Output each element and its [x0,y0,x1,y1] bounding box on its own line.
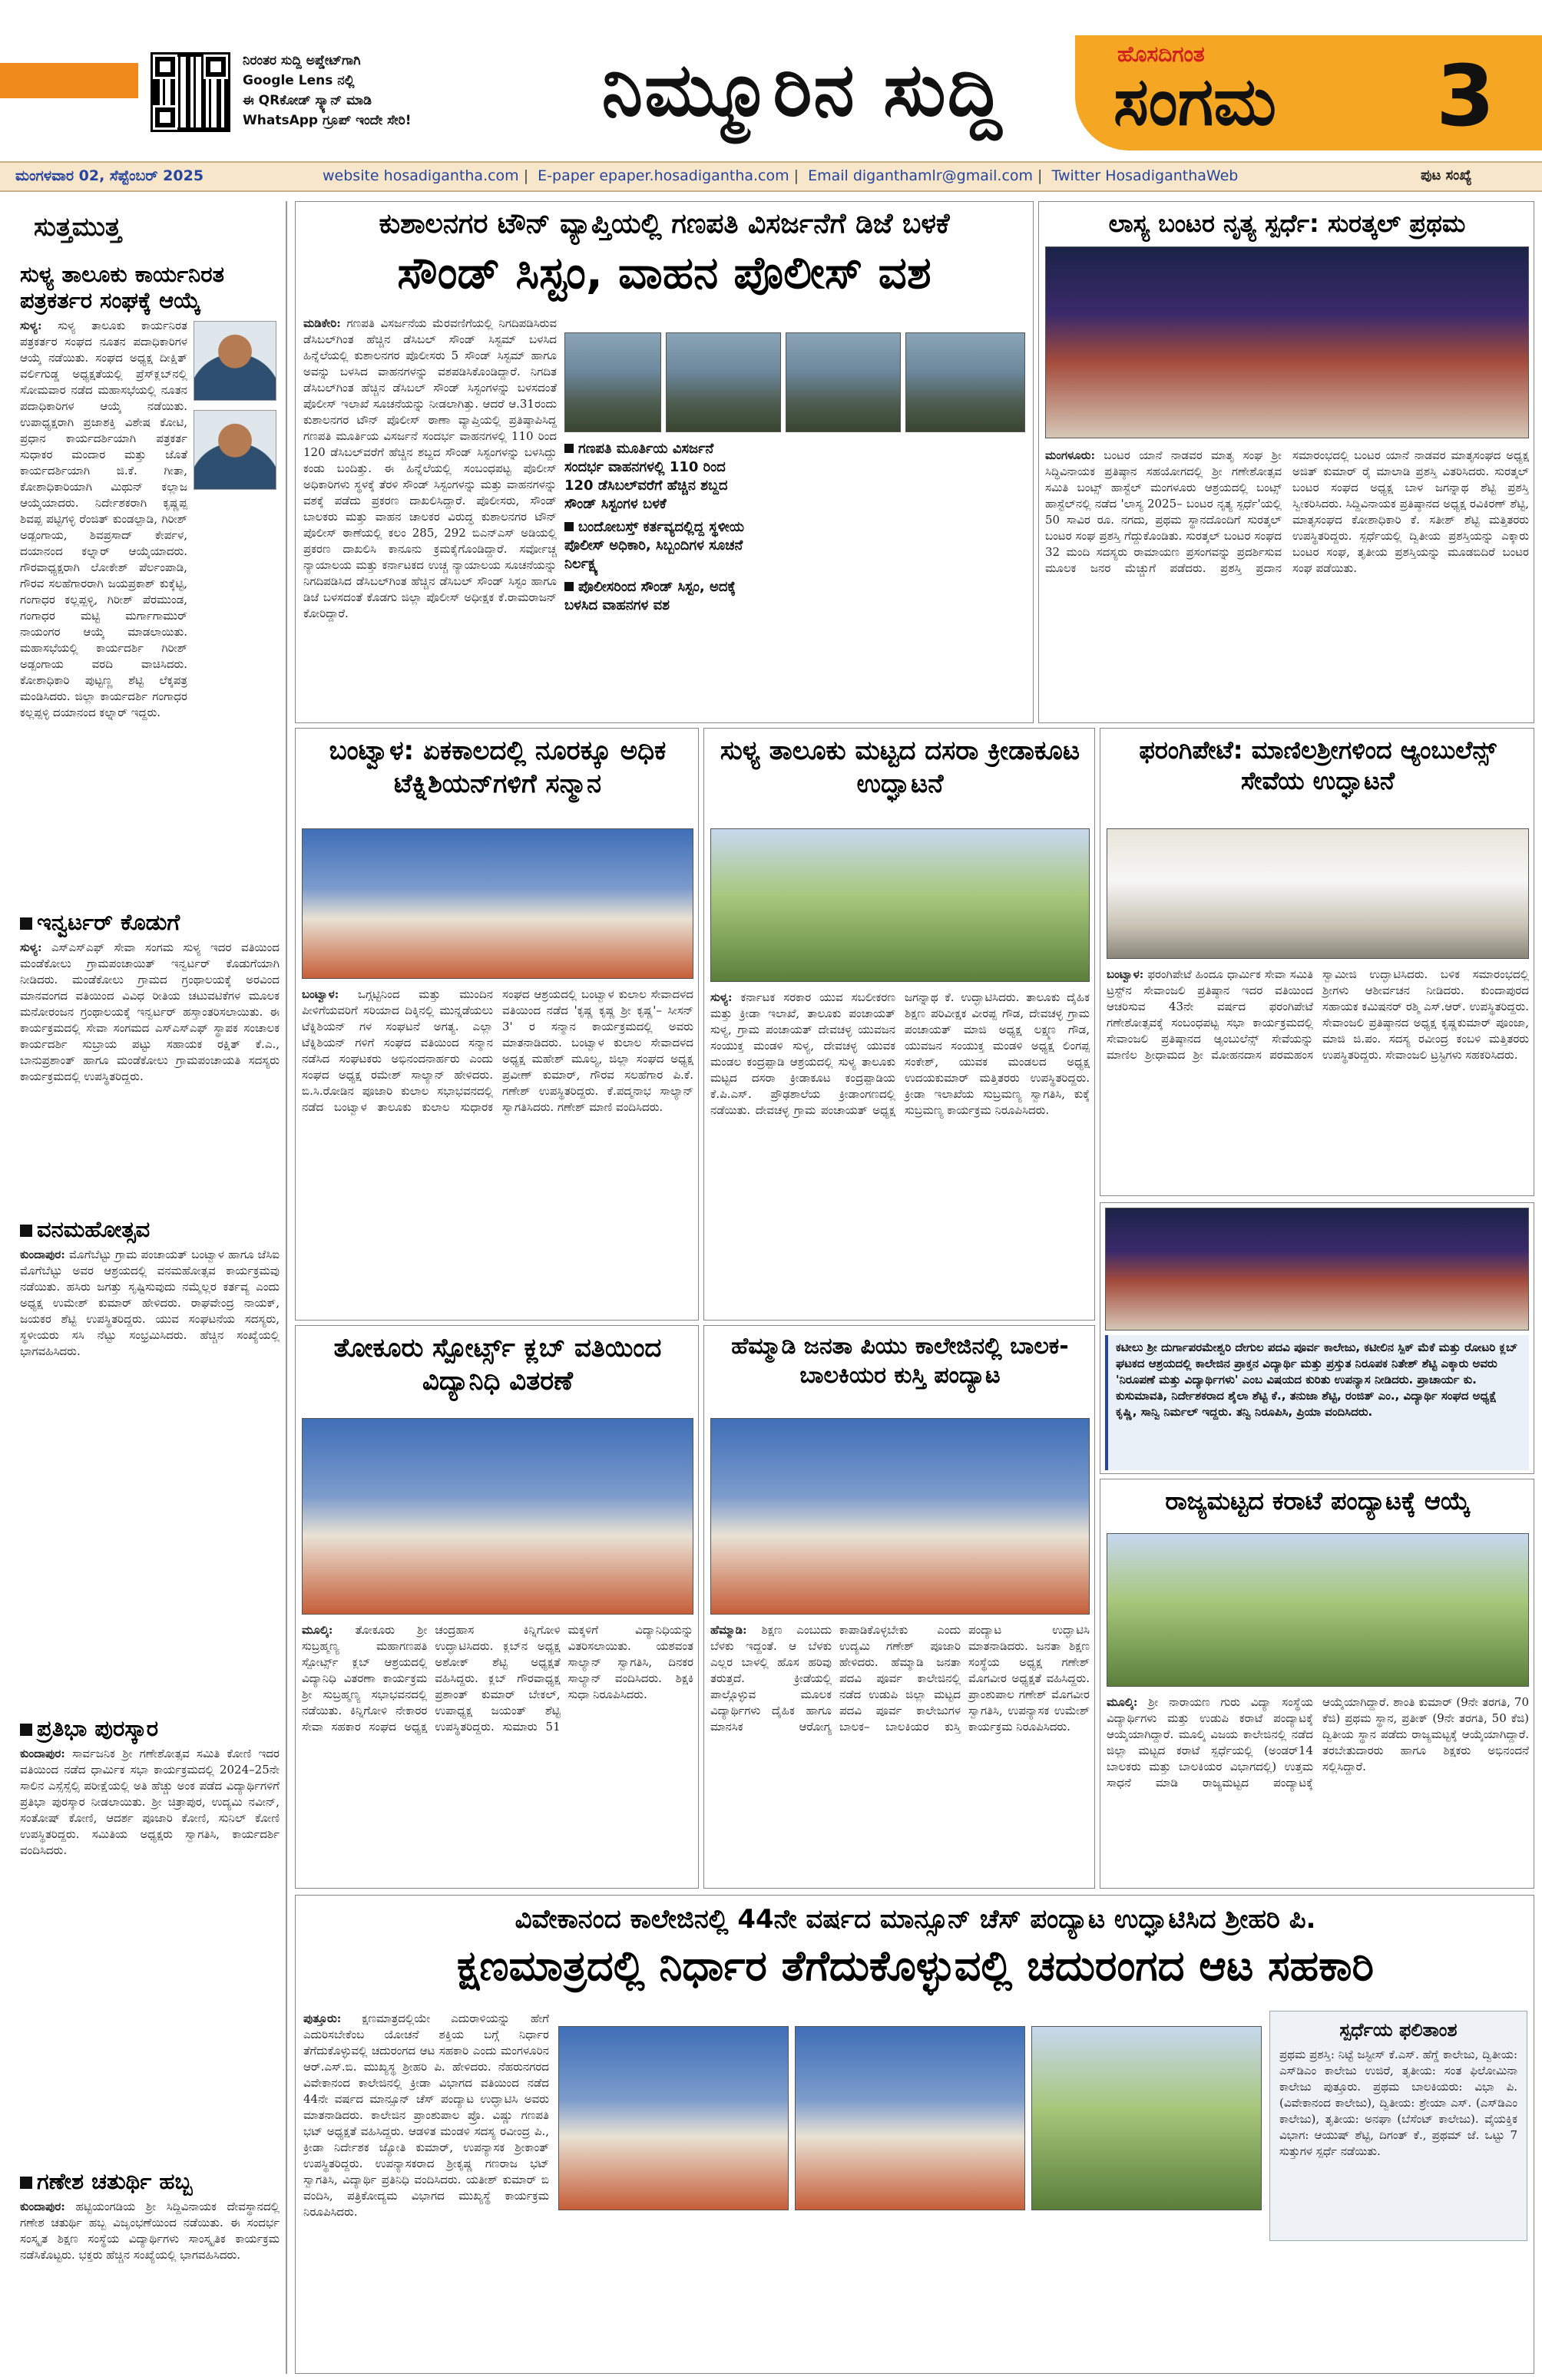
news-photo [558,2026,789,2210]
story-body: ಪುತ್ತೂರು: ಕ್ಷಣಮಾತ್ರದಲ್ಲಿಯೇ ಎದುರಾಳಿಯನ್ನು ಹೇಗೆ ಎದುರಿಸಬೇಕೆಂಬ ಯೋಚನೆ ಶಕ್ತಿಯ ಬಗ್ಗೆ ನಿರ್ಧಾರ ತೆಗೆದುಕೊಳ್ಳುವಲ್ಲಿ ಚದುರಂಗದ ಆಟ ಸಹಕಾರಿ ಎಂದು ಮಂಗಳೂರಿನ ಆರ್.ಎಸ್.ಬಿ. ಮುಖ್ಯಸ್ಥ ಶ್ರೀಹರಿ ಪಿ. ಹೇಳಿದರು. ನೆಹರುನಗರದ ವಿವೇಕಾನಂದ ಕಾಲೇಜಿನಲ್ಲಿ ಕ್ರೀಡಾ ವಿಭಾಗದ ವತಿಯಿಂದ ನಡೆದ 44ನೇ ವರ್ಷದ ಮಾನ್ಸೂನ್ ಚೆಸ್ ಪಂದ್ಯಾಟ ಉದ್ಘಾಟಿಸಿ ಅವರು ಮಾತನಾಡಿದರು. ಕಾಲೇಜಿನ ಪ್ರಾಂಶುಪಾಲ ಪ್ರೊ. ವಿಷ್ಣು ಗಣಪತಿ ಭಟ್ ಅಧ್ಯಕ್ಷತೆ ವಹಿಸಿದ್ದರು. ಆಡಳಿತ ಮಂಡಳಿ ಸದಸ್ಯ ರವೀಂದ್ರ ಪಿ., ಕ್ರೀಡಾ ನಿರ್ದೇಶಕ ಜ್ಯೋತಿ ಕುಮಾರ್, ಉಪನ್ಯಾಸಕ ಶ್ರೀಕಾಂತ್ ಉಪಸ್ಥಿತರಿದ್ದರು. ಉಪನ್ಯಾಸಕರಾದ ಶ್ರೀಕೃಷ್ಣ ಗಣರಾಜ ಭಟ್ ಸ್ವಾಗತಿಸಿ, ವಿದ್ಯಾರ್ಥಿ ಪ್ರತಿನಿಧಿ ವಂದಿಸಿದರು. ಯತೀಶ್ ಕುಮಾರ್ ಬಿ ವಂದಿಸಿ, ಪತ್ರಿಕೋದ್ಯಮ ವಿಭಾಗದ ಮುಖ್ಯಸ್ಥೆ ಕಾರ್ಯಕ್ರಮ ನಿರೂಪಿಸಿದರು. [303,2011,549,2219]
story-headline: ಲಾಸ್ಯ ಬಂಟರ ನೃತ್ಯ ಸ್ಪರ್ಧೆ: ಸುರತ್ಕಲ್ ಪ್ರಥಮ [1108,209,1466,238]
story-body: ಮೂಲ್ಕಿ: ಶ್ರೀ ನಾರಾಯಣ ಗುರು ವಿದ್ಯಾ ಸಂಸ್ಥೆಯ ವಿದ್ಯಾರ್ಥಿಗಳು ಮತ್ತು ಉಡುಪಿ ಕರಾಟೆ ಪಂದ್ಯಾಟಕ್ಕೆ ಆಯ್ಕೆಯಾಗಿದ್ದಾರೆ. ಮೂಲ್ಕಿ ವಿಜಯ ಕಾಲೇಜಿನಲ್ಲಿ ನಡೆದ ಜಿಲ್ಲಾ ಮಟ್ಟದ ಕರಾಟೆ ಸ್ಪರ್ಧೆಯಲ್ಲಿ (ಅಂಡರ್14 ಬಾಲಕರು ಮತ್ತು ಬಾಲಕಿಯರ ವಿಭಾಗದಲ್ಲಿ) ಉತ್ತಮ ಸಾಧನೆ ಮಾಡಿ ರಾಜ್ಯಮಟ್ಟದ ಪಂದ್ಯಾಟಕ್ಕೆ ಆಯ್ಕೆಯಾಗಿದ್ದಾರೆ. ಶಾಂತಿ ಕುಮಾರ್ (9ನೇ ತರಗತಿ, 70 ಕೆಜಿ) ಪ್ರಥಮ ಸ್ಥಾನ, ಪ್ರತೀಕ್ (9ನೇ ತರಗತಿ, 50 ಕೆಜಿ) ದ್ವಿತೀಯ ಸ್ಥಾನ ಪಡೆದು ರಾಜ್ಯಮಟ್ಟಕ್ಕೆ ಆಯ್ಕೆಯಾಗಿದ್ದಾರೆ. ತರಬೇತುದಾರರು ಹಾಗೂ ಶಿಕ್ಷಕರು ಅಭಿನಂದನೆ ಸಲ್ಲಿಸಿದ್ದಾರೆ. [1107,1695,1529,1790]
story-headline: ಬಂಟ್ವಾಳ: ಏಕಕಾಲದಲ್ಲಿ ನೂರಕ್ಕೂ ಅಧಿಕ ಟೆಕ್ನಿಶಿಯನ್‌ಗಳಿಗೆ ಸನ್ಮಾನ [329,735,667,799]
email-link[interactable]: Email diganthamlr@gmail.com [808,167,1034,184]
story-body: ಮಡಿಕೇರಿ: ಗಣಪತಿ ವಿಸರ್ಜನೆಯ ಮೆರವಣಿಗೆಯಲ್ಲಿ ನಿಗದಿಪಡಿಸಿರುವ ಡೆಸಿಬಲ್‌ಗಿಂತ ಹೆಚ್ಚಿನ ಡೆಸಿಬಲ್ ಸೌಂಡ್ ಸಿಸ್ಟಮ್ ಬಳಸಿದ ಹಿನ್ನೆಲೆಯಲ್ಲಿ ಕುಶಾಲನಗರ ಪೊಲೀಸರು 5 ಸೌಂಡ್ ಸಿಸ್ಟಮ್ ಹಾಗೂ ಅವನ್ನು ಬಳಸಿದ ವಾಹನಗಳನ್ನು ವಶಪಡಿಸಿಕೊಂಡಿದ್ದಾರೆ. ನಿಗದಿತ ಡೆಸಿಬಲ್‌ಗಿಂತ ಹೆಚ್ಚಿನ ಡೆಸಿಬಲ್ ಸೌಂಡ್ ಸಿಸ್ಟಂಗಳನ್ನು ಬಳಸದಂತೆ ಪೊಲೀಸ್ ಇಲಾಖೆ ಸೂಚನೆಯನ್ನು ನೀಡಲಾಗಿತ್ತು. ಆದರೆ ಆ.31ರಂದು ಕುಶಾಲನಗರ ಟೌನ್ ಪೊಲೀಸ್ ಠಾಣಾ ವ್ಯಾಪ್ತಿಯಲ್ಲಿ ಪ್ರತಿಷ್ಠಾಪಿಸಿದ್ದ ಗಣಪತಿ ಮೂರ್ತಿಯ ವಿಸರ್ಜನೆ ಸಂದರ್ಭ ವಾಹನಗಳಲ್ಲಿ 110 ರಿಂದ 120 ಡೆಸಿಬಲ್‌ವರೆಗೆ ಹೆಚ್ಚಿನ ಶಬ್ದದ ಸೌಂಡ್ ಸಿಸ್ಟಂಗಳನ್ನು ಬಳಸಿದ್ದು ಕಂಡು ಬಂದಿತ್ತು. ಈ ಹಿನ್ನೆಲೆಯಲ್ಲಿ ಸಂಬಂಧಪಟ್ಟ ಪೊಲೀಸ್ ಅಧಿಕಾರಿಗಳು ಸ್ಥಳಕ್ಕೆ ತೆರಳಿ ಸೌಂಡ್ ಸಿಸ್ಟಂಗಳನ್ನು ಮತ್ತು ವಾಹನಗಳನ್ನು ವಶಕ್ಕೆ ಪಡೆದು ಪ್ರಕರಣ ದಾಖಲಿಸಿದ್ದಾರೆ. ಪೊಲೀಸರು, ಸೌಂಡ್ ಬಾಲಕರು ಮತ್ತು ವಾಹನ ಚಾಲಕರ ವಿರುದ್ಧ ಕುಶಾಲನಗರ ಟೌನ್ ಪೊಲೀಸ್ ಠಾಣೆಯಲ್ಲಿ ಕಲಂ 285, 292 ಬಿಎನ್‌ಎಸ್ ಅಡಿಯಲ್ಲಿ ಪ್ರಕರಣ ದಾಖಲಿಸಿ ಕಾನೂನು ಕ್ರಮಕೈಗೊಂಡಿದ್ದಾರೆ. ಸರ್ವೋಚ್ಚ ನ್ಯಾಯಾಲಯ ಮತ್ತು ಕರ್ನಾಟಕದ ಉಚ್ಚ ನ್ಯಾಯಾಲಯ ಸೂಚನೆಯನ್ನು ನಿಗದಿಪಡಿಸಿದ ಡೆಸಿಬಲ್‌ಗಿಂತ ಹೆಚ್ಚಿನ ಡೆಸಿಬಲ್ ಸೌಂಡ್ ಸಿಸ್ಟಂ ಹಾಗೂ ಡಿಜೆ ಬಳಸದಂತೆ ಕೊಡಗು ಜಿಲ್ಲಾ ಪೊಲೀಸ್ ಅಧೀಕ್ಷಕ ಕೆ.ರಾಮರಾಜನ್ ಕೋರಿದ್ದಾರೆ. [303,316,557,620]
story-body: ಸುಳ್ಯ: ಕರ್ನಾಟಕ ಸರಕಾರ ಯುವ ಸಬಲೀಕರಣ ಮತ್ತು ಕ್ರೀಡಾ ಇಲಾಖೆ, ತಾಲೂಕು ಪಂಚಾಯತ್ ಸುಳ್ಯ, ಗ್ರಾಮ ಪಂಚಾಯತ್ ದೇವಚಳ್ಳ ಯುವಜನ ಸಂಯುಕ್ತ ಮಂಡಳಿ ಸುಳ್ಯ, ದೇವಚಳ್ಳ ಯುವಕ ಮಂಡಲ ಕಂದ್ರಪ್ಪಾಡಿ ಆಶ್ರಯದಲ್ಲಿ ಸುಳ್ಯ ತಾಲೂಕು ಮಟ್ಟದ ದಸರಾ ಕ್ರೀಡಾಕೂಟ ಕಂದ್ರಪ್ಪಾಡಿಯ ಕೆ.ಪಿ.ಎಸ್. ಪ್ರೌಢಶಾಲೆಯ ಕ್ರೀಡಾಂಗಣದಲ್ಲಿ ನಡೆಯಿತು. ದೇವಚಳ್ಳ ಗ್ರಾಮ ಪಂಚಾಯತ್ ಅಧ್ಯಕ್ಷ ಜಗನ್ನಾಥ ಕೆ. ಉದ್ಘಾಟಿಸಿದರು. ತಾಲೂಕು ದೈಹಿಕ ಶಿಕ್ಷಣ ಪರಿವೀಕ್ಷಕ ವೀರಪ್ಪ ಗೌಡ, ದೇವಚಳ್ಳ ಗ್ರಾಮ ಪಂಚಾಯತ್ ಮಾಜಿ ಅಧ್ಯಕ್ಷ ಲಕ್ಷ್ಮಣ ಗೌಡ, ಯುವಜನ ಸಂಯುಕ್ತ ಮಂಡಳಿ ಅಧ್ಯಕ್ಷ ಲಿಂಗಪ್ಪ ಸಂಕೇಶ್, ಯುವಕ ಮಂಡಲದ ಅಧ್ಯಕ್ಷ ಉದಯಕುಮಾರ್ ಮತ್ತಿತರರು ಉಪಸ್ಥಿತರಿದ್ದರು. ಕ್ರೀಡಾ ಇಲಾಖೆಯ ಸುಬ್ರಮಣ್ಯ ಸ್ವಾಗತಿಸಿ, ಕುಕ್ಕೆ ಸುಬ್ರಮಣ್ಯ ಕಾರ್ಯಕ್ರಮ ನಿರೂಪಿಸಿದರು. [710,990,1090,1117]
story-body: ಬಂಟ್ವಾಳ: ಫರಂಗಿಪೇಟೆ ಹಿಂದೂ ಧಾರ್ಮಿಕ ಸೇವಾ ಸಮಿತಿ ಟ್ರಸ್ಟ್‌ನ ಸೇವಾಂಜಲಿ ಪ್ರತಿಷ್ಠಾನ ಇದರ ವತಿಯಿಂದ ಆಚರಿಸುವ 43ನೇ ವರ್ಷದ ಫರಂಗಿಪೇಟೆ ಗಣೇಶೋತ್ಸವಕ್ಕೆ ಸಂಬಂಧಪಟ್ಟ ಸಭಾ ಕಾರ್ಯಕ್ರಮದಲ್ಲಿ ಸೇವಾಂಜಲಿ ಪ್ರತಿಷ್ಠಾನದ ಆ್ಯಂಬುಲೆನ್ಸ್ ಸೇವೆಯನ್ನು ಮಾಣಿಲ ಶ್ರೀಧಾಮದ ಶ್ರೀ ಮೋಹನದಾಸ ಪರಮಹಂಸ ಸ್ವಾಮೀಜಿ ಉದ್ಘಾಟಿಸಿದರು. ಬಳಿಕ ಸಮಾರಂಭದಲ್ಲಿ ಶ್ರೀಗಳು ಆಶೀರ್ವಚನ ನೀಡಿದರು. ಕುಂದಾಪುರದ ಸಹಾಯಕ ಕಮಿಷನರ್ ರಶ್ಮಿ ಎಸ್.ಆರ್. ಉಪಸ್ಥಿತರಿದ್ದರು. ಸೇವಾಂಜಲಿ ಪ್ರತಿಷ್ಠಾನದ ಅಧ್ಯಕ್ಷ ಕೃಷ್ಣಕುಮಾರ್ ಪೂಂಜಾ, ಮಾಜಿ ಜಿ.ಪಂ. ಸದಸ್ಯ ರವೀಂದ್ರ ಕಂಬಳಿ ಮತ್ತಿತರರು ಉಪಸ್ಥಿತರಿದ್ದರು. ಸೇವಾಂಜಲಿ ಟ್ರಸ್ಟಿಗಳು ಸಹಕರಿಸಿದರು. [1107,967,1529,1062]
results-box [1269,2011,1527,2241]
news-photo [1107,1533,1529,1687]
story-lasya [1038,201,1534,723]
news-photo [666,332,781,432]
page-number: 3 [1436,47,1495,145]
news-photo [795,2026,1025,2210]
masthead-accent-bar [0,63,138,98]
news-photo [564,332,661,432]
story-headline: ಹೆಮ್ಮಾಡಿ ಜನತಾ ಪಿಯು ಕಾಲೇಜಿನಲ್ಲಿ ಬಾಲಕ- ಬಾಲಕಿಯರ ಕುಸ್ತಿ ಪಂದ್ಯಾಟ [731,1333,1069,1389]
story-headline: ಫರಂಗಿಪೇಟೆ: ಮಾಣಿಲಶ್ರೀಗಳಿಂದ ಆ್ಯಂಬುಲೆನ್ಸ್ ಸೇವೆಯ ಉದ್ಘಾಟನೆ [1139,735,1497,795]
story-headline: ಸೌಂಡ್ ಸಿಸ್ಟಂ, ವಾಹನ ಪೊಲೀಸ್ ವಶ [397,246,931,299]
story-headline: ಕ್ಷಣಮಾತ್ರದಲ್ಲಿ ನಿರ್ಧಾರ ತೆಗೆದುಕೊಳ್ಳುವಲ್ಲಿ ಚದುರಂಗದ ಆಟ ಸಹಕಾರಿ [457,1942,1374,1990]
story-hemmadi [703,1325,1095,1889]
photo-caption: ಕಟೀಲು ಶ್ರೀ ದುರ್ಗಾಪರಮೇಶ್ವರಿ ದೇಗುಲ ಪದವಿ ಪೂರ್ವ ಕಾಲೇಜು, ಕಟೀಲಿನ ಸ್ಪಿಕ್ ಮೆಕೆ ಮತ್ತು ರೋಟರಿ ಕ್ಲಬ್ ಘಟಕದ ಆಶ್ರಯದಲ್ಲಿ ಕಾಲೇಜಿನ ಪ್ರಾಕ್ತನ ವಿದ್ಯಾರ್ಥಿ ಮತ್ತು ಪ್ರಸ್ತುತ ನಿರೂಪಕ ನಿತೇಶ್ ಶೆಟ್ಟಿ ಎಕ್ಕಾರು ಅವರು 'ನಿರೂಪಣೆ ಮತ್ತು ವಿದ್ಯಾರ್ಥಿಗಳು' ಎಂಬ ವಿಷಯದ ಕುರಿತು ಉಪನ್ಯಾಸ ನೀಡಿದರು. ಪ್ರಾಚಾರ್ಯ ಕು. ಕುಸುಮಾವತಿ, ನಿರ್ದೇಶಕರಾದ ಶೈಲಾ ಶೆಟ್ಟಿ ಕೆ., ತನುಜಾ ಶೆಟ್ಟಿ, ರಂಜಿತ್ ಎಂ., ವಿದ್ಯಾರ್ಥಿ ಸಂಘದ ಅಧ್ಯಕ್ಷೆ ಕೃಷ್ಣಿ, ಸಾನ್ವಿ ನಿರ್ಮಲ್ ಇದ್ದರು. ತನ್ವಿ ನಿರೂಪಿಸಿ, ಪ್ರಿಯಾ ವಂದಿಸಿದರು. [1105,1335,1529,1470]
masthead-title: ನಿಮ್ಮೂರಿನ ಸುದ್ದಿ [601,47,1004,133]
story-chess [295,1895,1534,2374]
section-brand: ಸುತ್ತಮುತ್ತ [34,212,121,243]
story-body-vanamahotsava: ಕುಂದಾಪುರ: ಮೊಗೆಬೆಟ್ಟು ಗ್ರಾಮ ಪಂಚಾಯತ್ ಬಂಟ್ವಾಳ ಹಾಗೂ ಜೆಸಿಐ ಮೊಗೆಬೆಟ್ಟು ಅವರ ಆಶ್ರಯದಲ್ಲಿ ವನಮಹೋತ್ಸವ ಕಾರ್ಯಕ್ರಮವು ನಡೆಯಿತು. ಹಸಿರು ಜಗತ್ತು ಸೃಷ್ಟಿಸುವುದು ನಮ್ಮೆಲ್ಲರ ಕರ್ತವ್ಯ ಎಂದು ಅಧ್ಯಕ್ಷ ಉಮೇಶ್ ಕುಮಾರ್ ಹೇಳಿದರು. ರಾಘವೇಂದ್ರ ನಾಯಕ್, ಜಯಕರ ಶೆಟ್ಟಿ ಉಪಸ್ಥಿತರಿದ್ದರು. ಯುವ ಸಂಘಟನೆಯ ಸದಸ್ಯರು, ಸ್ಥಳೀಯರು ಸಸಿ ನೆಟ್ಟು ಸಂಭ್ರಮಿಸಿದರು. ಹೆಚ್ಚಿನ ಸಂಖ್ಯೆಯಲ್ಲಿ ಭಾಗವಹಿಸಿದರು. [20,1248,280,1358]
story-title-vanamahotsava: ವನಮಹೋತ್ಸವ [20,1216,280,1242]
story-title-inverter: ಇನ್ವರ್ಟರ್ ಕೊಡುಗೆ [20,909,280,935]
epaper-link[interactable]: E-paper epaper.hosadigantha.com [538,167,789,184]
news-photo [905,332,1025,432]
portrait-photo [194,410,276,490]
story-bantwal [295,728,699,1321]
story-highlights [564,440,749,620]
story-body-inverter: ಸುಳ್ಯ: ಎಸ್‌ಎಸ್‌ಎಫ್ ಸೇವಾ ಸಂಗಮ ಸುಳ್ಯ ಇದರ ವತಿಯಿಂದ ಮಂಡೆಕೋಲು ಗ್ರಾಮಪಂಚಾಯಿತ್ ಇನ್ವರ್ಟರ್ ಕೊಡುಗೆಯಾಗಿ ನೀಡಿದರು. ಮಂಡೆಕೋಲು ಗ್ರಾಮದ ಗ್ರಂಥಾಲಯಕ್ಕೆ ಅರವಿಂದ ಮಾನವಂಗದ ವತಿಯಿಂದ ವಿವಿಧ ರೀತಿಯ ಚಟುವಟಿಕೆಗಳ ಮೂಲಕ ಮನೋರಂಜನ ಗ್ರಂಥಾಲಯಕ್ಕೆ ಇನ್ವರ್ಟರ್ ಹಸ್ತಾಂತರಿಸಲಾಯಿತು. ಈ ಕಾರ್ಯಕ್ರಮದಲ್ಲಿ ಸೇವಾ ಸಂಗಮದ ಎಸ್‌ಎಸ್‌ಎಫ್ ಸ್ಥಾಪಕ ಸಂಚಾಲಕ ಕಾರ್ಯದರ್ಶಿ ಸುಬ್ರಾಯ ಪಟ್ಟು ಸಹಾಯಕ ರಕ್ಷಿತ್ ಕೆ.ಎ., ಬಾನುಪ್ರಶಾಂತ್ ಹಾಗೂ ಮಂಡೆಕೋಲು ಗ್ರಾಮಪಂಚಾಯತಿ ಸದಸ್ಯರು ಕಾರ್ಯಕ್ರಮದಲ್ಲಿ ಉಪಸ್ಥಿತರಿದ್ದರು. [20,940,280,1083]
story-kicker: ವಿವೇಕಾನಂದ ಕಾಲೇಜಿನಲ್ಲಿ 44ನೇ ವರ್ಷದ ಮಾನ್ಸೂನ್ ಚೆಸ್ ಪಂದ್ಯಾಟ ಉದ್ಘಾಟಿಸಿದ ಶ್ರೀಹರಿ ಪಿ. [515,1904,1316,1935]
story-kushalanagar [295,201,1034,723]
story-title-pratibha: ಪ್ರತಿಭಾ ಪುರಸ್ಕಾರ [20,1715,280,1741]
page-label: ಪುಟ ಸಂಖ್ಯೆ [1421,167,1472,183]
bullet-icon [20,1225,32,1237]
left-column-content [20,253,280,2380]
story-farangipete [1100,728,1534,1196]
story-headline: ರಾಜ್ಯಮಟ್ಟದ ಕರಾಟೆ ಪಂದ್ಯಾಟಕ್ಕೆ ಆಯ್ಕೆ [1165,1486,1471,1516]
website-link[interactable]: website hosadigantha.com [323,167,519,184]
story-kicker: ಕುಶಾಲನಗರ ಟೌನ್ ವ್ಯಾಪ್ತಿಯಲ್ಲಿ ಗಣಪತಿ ವಿಸರ್ಜನೆಗೆ ಡಿಜೆ ಬಳಕೆ [379,208,950,240]
story-tokur [295,1325,699,1889]
highlight: ಗಣಪತಿ ಮೂರ್ತಿಯ ವಿಸರ್ಜನೆ ಸಂದರ್ಭ ವಾಹನಗಳಲ್ಲಿ 110 ರಿಂದ 120 ಡೆಸಿಬಲ್‌ವರೆಗೆ ಹೆಚ್ಚಿನ ಶಬ್ದದ ಸೌಂಡ್ ಸಿಸ್ಟಂಗಳ ಬಳಕೆ [564,441,728,512]
qr-instructions: ನಿರಂತರ ಸುದ್ದಿ ಅಪ್ಡೇಟ್‌ಗಾಗಿ Google Lens ನಲ್ಲಿ ಈ QRಕೋಡ್ ಸ್ಕ್ಯಾನ್ ಮಾಡಿ WhatsApp ಗ್ರೂಪ್ ಇಂದೇ ಸೇರಿ! [243,53,412,128]
story-body: ಹೆಮ್ಮಾಡಿ: ಶಿಕ್ಷಣ ಎಂಬುದು ಬೆಳಕು ಇದ್ದಂತೆ. ಆ ಬೆಳಕು ಎಲ್ಲರ ಬಾಳಲ್ಲಿ ಹೊಸ ಹರಿವು ತರುತ್ತದೆ. ಕ್ರೀಡೆಯಲ್ಲಿ ಪಾಲ್ಗೊಳ್ಳುವ ಮೂಲಕ ವಿದ್ಯಾರ್ಥಿಗಳು ದೈಹಿಕ ಹಾಗೂ ಮಾನಸಿಕ ಆರೋಗ್ಯ ಕಾಪಾಡಿಕೊಳ್ಳಬೇಕು ಎಂದು ಉದ್ಯಮಿ ಗಣೇಶ್ ಪೂಜಾರಿ ಹೇಳಿದರು. ಹೆಮ್ಮಾಡಿ ಜನತಾ ಪದವಿ ಪೂರ್ವ ಕಾಲೇಜಿನಲ್ಲಿ ನಡೆದ ಉಡುಪಿ ಜಿಲ್ಲಾ ಮಟ್ಟದ ಪದವಿ ಪೂರ್ವ ಕಾಲೇಜುಗಳ ಬಾಲಕ– ಬಾಲಕಿಯರ ಕುಸ್ತಿ ಪಂದ್ಯಾಟ ಉದ್ಘಾಟಿಸಿ ಮಾತನಾಡಿದರು. ಜನತಾ ಶಿಕ್ಷಣ ಸಂಸ್ಥೆಯ ಅಧ್ಯಕ್ಷ ಗಣೇಶ್ ಮೊಗವೀರ ಅಧ್ಯಕ್ಷತೆ ವಹಿಸಿದ್ದರು. ಪ್ರಾಂಶುಪಾಲ ಗಣೇಶ್ ಮೊಗವೀರ ಸ್ವಾಗತಿಸಿ, ಉಪನ್ಯಾಸಕ ಉಮೇಶ್ ಕಾರ್ಯಕ್ರಮ ನಿರೂಪಿಸಿದರು. [710,1623,1090,1734]
supplement-title: ಸಂಗಮ [1113,64,1277,140]
news-photo [710,828,1090,982]
story-sullia [703,728,1095,1321]
results-title: ಸ್ಪರ್ಧೆಯ ಫಲಿತಾಂಶ [1339,2019,1458,2041]
news-photo [1107,828,1529,959]
bullet-icon [20,2177,32,2189]
issue-date: ಮಂಗಳವಾರ 02, ಸೆಪ್ಟೆಂಬರ್ 2025 [15,167,204,184]
news-photo [1105,1208,1529,1330]
story-body-journalists: ಸುಳ್ಯ: ಸುಳ್ಯ ತಾಲೂಕು ಕಾರ್ಯನಿರತ ಪತ್ರಕರ್ತರ ಸಂಘದ ನೂತನ ಪದಾಧಿಕಾರಿಗಳ ಆಯ್ಕೆ ನಡೆಯಿತು. ಸಂಘದ ಅಧ್ಯಕ್ಷ ದೀಕ್ಷಿತ್ ವರ್ಲಿಗುಡ್ಡ ಅಧ್ಯಕ್ಷತೆಯಲ್ಲಿ ಪ್ರೆಸ್‌ಕ್ಲಬ್‌ನಲ್ಲಿ ಸೋಮವಾರ ನಡೆದ ಮಹಾಸಭೆಯಲ್ಲಿ ನೂತನ ಪದಾಧಿಕಾರಿಗಳ ಆಯ್ಕೆ ನಡೆಯಿತು. ಉಪಾಧ್ಯಕ್ಷರಾಗಿ ಪ್ರಜಾಶಕ್ತಿ ವಿಶೇಷ ಕೋಟಿ, ಪ್ರಧಾನ ಕಾರ್ಯದರ್ಶಿಯಾಗಿ ಪತ್ರಕರ್ತ ಸುಧಾಕರ ಮಂದಾರ ಮತ್ತು ಜೊತೆ ಕಾರ್ಯದರ್ಶಿಯಾಗಿ ಜಿ.ಕೆ. ಗೀತಾ, ಕೋಶಾಧಿಕಾರಿಯಾಗಿ ಮಿಥುನ್ ಕಲ್ಲಾಜ ಆಯ್ಕೆಯಾದರು. ನಿರ್ದೇಶಕರಾಗಿ ಕೃಷ್ಣಪ್ಪ ಶಿವಪ್ಪ ಪಟ್ಟಿಗಳ್ಳಿ ರೆಂಜಿತ್ ಕುಂಡಲ್ಪಾಡಿ, ಗಿರೀಶ್ ಅಡ್ಪಂಗಾಯ, ಶಿವಪ್ರಸಾದ್ ಕೇರ್ಪಳ, ದಯಾನಂದ ಕಲ್ನಾರ್ ಆಯ್ಕೆಯಾದರು. ಗೌರವಾಧ್ಯಕ್ಷರಾಗಿ ಲೋಕೇಶ್ ಪೆರ್ಲಂಪಾಡಿ, ಗೌರವ ಸಲಹೆಗಾರರಾಗಿ ಜಯಪ್ರಕಾಶ್ ಕುಕ್ಕೆಟ್ಟಿ, ಗಂಗಾಧರ ಕಲ್ಲಪ್ಪಳ್ಳಿ, ಗಿರೀಶ್ ಪೆರಮುಂಡ, ಗಂಗಾಧರ ಮಟ್ಟಿ ಮರ್ಗಾಗಾಮುರ್ ನಾಯಂಗರ ಆಯ್ಕೆ ಮಾಡಲಾಯಿತು. ಮಹಾಸಭೆಯಲ್ಲಿ ಕಾರ್ಯದರ್ಶಿ ಗಿರೀಶ್ ಅಡ್ಪಂಗಾಯ ವರದಿ ವಾಚಿಸಿದರು. ಕೋಶಾಧಿಕಾರಿ ಪುಟ್ಟಣ್ಣ ಶೆಟ್ಟಿ ಲೆಕ್ಕಪತ್ರ ಮಂಡಿಸಿದರು. ಜಿಲ್ಲಾ ಕಾರ್ಯದರ್ಶಿ ಗಂಗಾಧರ ಕಲ್ಲಪ್ಪಳ್ಳಿ ದಯಾನಂದ ಕಲ್ನಾರ್ ಇದ್ದರು. [20,319,187,719]
news-photo [1045,246,1529,438]
news-photo [786,332,901,432]
story-body: ಮಂಗಳೂರು: ಬಂಟರ ಯಾನೆ ನಾಡವರ ಮಾತೃ ಸಂಘ ಶ್ರೀ ಸಿದ್ಧಿವಿನಾಯಕ ಪ್ರತಿಷ್ಠಾನ ಸಹಯೋಗದಲ್ಲಿ ಶ್ರೀ ಗಣೇಶೋತ್ಸವ ಸಮಿತಿ ಬಂಟ್ಸ್ ಹಾಸ್ಟೆಲ್ ಮಂಗಳೂರು ಆಶ್ರಯದಲ್ಲಿ ಬಂಟ್ಸ್ ಹಾಸ್ಟೆಲ್‌ನಲ್ಲಿ ನಡೆದ 'ಲಾಸ್ಯ 2025– ಬಂಟರ ನೃತ್ಯ ಸ್ಪರ್ಧೆ'ಯಲ್ಲಿ 50 ಸಾವಿರ ರೂ. ನಗದು, ಪ್ರಥಮ ಸ್ಥಾನದೊಂದಿಗೆ ಸುರತ್ಕಲ್ ಬಂಟರ ಸಂಘ ಪ್ರಶಸ್ತಿ ಗೆದ್ದುಕೊಂಡಿತು. ಸುರತ್ಕಲ್ ಬಂಟರ ಸಂಘದ 32 ಮಂದಿ ಸದಸ್ಯರು ರಾಮಾಯಣ ಪ್ರಸಂಗವನ್ನು ಪ್ರದರ್ಶಿಸುವ ಮೂಲಕ ಜನರ ಮೆಚ್ಚುಗೆ ಪಡೆದರು. ಪ್ರಶಸ್ತಿ ಪ್ರದಾನ ಸಮಾರಂಭದಲ್ಲಿ ಬಂಟರ ಯಾನೆ ನಾಡವರ ಮಾತೃಸಂಘದ ಅಧ್ಯಕ್ಷ ಅಜಿತ್ ಕುಮಾರ್ ರೈ ಮಾಲಾಡಿ ಪ್ರಶಸ್ತಿ ವಿತರಿಸಿದರು. ಸುರತ್ಕಲ್ ಬಂಟರ ಸಂಘದ ಅಧ್ಯಕ್ಷ ಬಾಳ ಜಗನ್ನಾಥ ಶೆಟ್ಟಿ ಪ್ರಶಸ್ತಿ ಸ್ವೀಕರಿಸಿದರು. ಸಿದ್ದಿವಿನಾಯಕ ಪ್ರತಿಷ್ಠಾನದ ಅಧ್ಯಕ್ಷ ರವಿಕಿರಣ್ ಶೆಟ್ಟಿ, ಮಾತೃಸಂಘದ ಕೋಶಾಧಿಕಾರಿ ಕೆ. ಸತೀಶ್ ಶೆಟ್ಟಿ ಮತ್ತಿತರರು ಉಪಸ್ಥಿತರಿದ್ದರು. ಸ್ಪರ್ಧೆಯಲ್ಲಿ ದ್ವಿತೀಯ ಪ್ರಶಸ್ತಿಯನ್ನು ಎಕ್ಕಾರು ಬಂಟರ ಸಂಘ, ತೃತೀಯ ಪ್ರಶಸ್ತಿಯನ್ನು ಮೂಡಬಿದಿರೆ ಬಂಟರ ಸಂಘ ಪಡೆಯಿತು. [1045,448,1529,575]
portrait-photo [194,321,276,401]
newspaper-logo: ಹೊಸದಿಗಂತ [1117,41,1205,67]
story-headline: ತೋಕೂರು ಸ್ಪೋರ್ಟ್ಸ್ ಕ್ಲಬ್ ವತಿಯಿಂದ ವಿದ್ಯಾನಿಧಿ ವಿತರಣೆ [333,1333,662,1397]
highlight: ಬಂದೋಬಸ್ತ್ ಕರ್ತವ್ಯದಲ್ಲಿದ್ದ ಸ್ಥಳೀಯ ಪೊಲೀಸ್ ಅಧಿಕಾರಿ, ಸಿಬ್ಬಂದಿಗಳ ಸೂಚನೆ ನಿರ್ಲಕ್ಷ್ಯ [564,519,744,572]
twitter-link[interactable]: Twitter HosadiganthaWeb [1051,167,1239,184]
contact-links: website hosadigantha.com | E-paper epaper.hosadigantha.com | Email diganthamlr@gmail.com | Twitter HosadiganthaWeb [323,167,1239,184]
story-body-pratibha: ಕುಂದಾಪುರ: ಸಾರ್ವಜನಿಕ ಶ್ರೀ ಗಣೇಶೋತ್ಸವ ಸಮಿತಿ ಕೋಣಿ ಇದರ ವತಿಯಿಂದ ನಡೆದ ಧಾರ್ಮಿಕ ಸಭಾ ಕಾರ್ಯಕ್ರಮದಲ್ಲಿ 2024–25ನೇ ಸಾಲಿನ ಎಸ್ಸೆಸ್ಸೆಲ್ಸಿ ಪರೀಕ್ಷೆಯಲ್ಲಿ ಅತಿ ಹೆಚ್ಚು ಅಂಕ ಪಡೆದ ವಿದ್ಯಾರ್ಥಿಗಳಿಗೆ ಪ್ರತಿಭಾ ಪುರಸ್ಕಾರ ನೀಡಲಾಯಿತು. ಶ್ರೀ ಚಿತ್ರಾಪುರ, ಉದ್ಯಮಿ ನವೀನ್, ಸಂತೋಷ್ ಕೋಣಿ, ಆದರ್ಶ ಪೂಜಾರಿ ಕೋಣಿ, ಸುನಿಲ್ ಕೋಣಿ ಉಪಸ್ಥಿತರಿದ್ದರು. ಸಮಿತಿಯ ಅಧ್ಯಕ್ಷರು ಸ್ವಾಗತಿಸಿ, ಕಾರ್ಯದರ್ಶಿ ವಂದಿಸಿದರು. [20,1747,280,1857]
qr-code-icon[interactable] [151,52,230,132]
story-katil [1100,1202,1534,1474]
story-headline: ಸುಳ್ಯ ತಾಲೂಕು ಮಟ್ಟದ ದಸರಾ ಕ್ರೀಡಾಕೂಟ ಉದ್ಘಾಟನೆ [720,735,1080,799]
news-photo [710,1418,1090,1615]
bullet-icon [20,917,32,930]
story-body: ಮೂಲ್ಕಿ: ತೋಕೂರು ಶ್ರೀ ಸುಬ್ರಹ್ಮಣ್ಯ ಮಹಾಗಣಪತಿ ಸ್ಪೋರ್ಟ್ಸ್ ಕ್ಲಬ್ ಆಶ್ರಯದಲ್ಲಿ ವಿದ್ಯಾನಿಧಿ ವಿತರಣಾ ಕಾರ್ಯಕ್ರಮ ಶ್ರೀ ಸುಬ್ರಹ್ಮಣ್ಯ ಸಭಾಭವನದಲ್ಲಿ ನಡೆಯಿತು. ಕಿನ್ನಿಗೋಳಿ ನೇಕಾರರ ಸೇವಾ ಸಹಕಾರ ಸಂಘದ ಅಧ್ಯಕ್ಷ ಚಂದ್ರಹಾಸ ಕಿನ್ನಿಗೋಳಿ ಉದ್ಘಾಟಿಸಿದರು. ಕ್ಲಬ್‌ನ ಅಧ್ಯಕ್ಷ ಅಶೋಕ್ ಶೆಟ್ಟಿ ಅಧ್ಯಕ್ಷತೆ ವಹಿಸಿದ್ದರು. ಕ್ಲಬ್ ಗೌರವಾಧ್ಯಕ್ಷ ಪ್ರಶಾಂತ್ ಕುಮಾರ್ ಬೇಕಲ್, ಉಪಾಧ್ಯಕ್ಷ ಜಯಂತ್ ಶೆಟ್ಟಿ ಉಪಸ್ಥಿತರಿದ್ದರು. ಸುಮಾರು 51 ಮಕ್ಕಳಿಗೆ ವಿದ್ಯಾನಿಧಿಯನ್ನು ವಿತರಿಸಲಾಯಿತು. ಯಶವಂತ ಸಾಲ್ಯಾನ್ ಸ್ವಾಗತಿಸಿ, ದಿನಕರ ಸಾಲ್ಯಾನ್ ವಂದಿಸಿದರು. ಶಿಕ್ಷಕಿ ಸುಧಾ ನಿರೂಪಿಸಿದರು. [302,1623,693,1734]
highlight: ಪೊಲೀಸರಿಂದ ಸೌಂಡ್ ಸಿಸ್ಟಂ, ಅದಕ್ಕೆ ಬಳಸಿದ ವಾಹನಗಳ ವಶ [564,579,736,613]
news-photo [1031,2026,1262,2210]
story-title-journalists: ಸುಳ್ಯ ತಾಲೂಕು ಕಾರ್ಯನಿರತ ಪತ್ರಕರ್ತರ ಸಂಘಕ್ಕೆ ಆಯ್ಕೆ [20,261,224,313]
results-text: ಪ್ರಥಮ ಪ್ರಶಸ್ತಿ: ನಿಟ್ಟೆ ಜಸ್ಟೀಸ್ ಕೆ.ಎಸ್. ಹೆಗ್ಡೆ ಕಾಲೇಜು, ದ್ವಿತೀಯ: ಎಸ್‌ಡಿಎಂ ಕಾಲೇಜು ಉಜಿರೆ, ತೃತೀಯ: ಸಂತ ಫಿಲೋಮಿನಾ ಕಾಲೇಜು ಪುತ್ತೂರು. ಪ್ರಥಮ ಬಾಲಕಿಯರು: ವಿಭಾ ಪಿ. (ವಿವೇಕಾನಂದ ಕಾಲೇಜು), ದ್ವಿತೀಯ: ಶ್ರೇಯಾ ಎಸ್. (ಎಸ್‌ಡಿಎಂ ಕಾಲೇಜು), ತೃತೀಯ: ಅನಘಾ (ಬೆಸೆಂಟ್ ಕಾಲೇಜು). ವೈಯಕ್ತಿಕ ವಿಭಾಗ: ಆಯುಷ್ ಶೆಟ್ಟಿ, ದಿಗಂತ್ ಕೆ., ಪ್ರಥಮ್ ಜೆ. ಒಟ್ಟು 7 ಸುತ್ತುಗಳ ಸ್ಪರ್ಧೆ ನಡೆಯಿತು. [1279,2048,1517,2158]
story-body: ಬಂಟ್ವಾಳ: ಒಗ್ಗಟ್ಟಿನಿಂದ ಮತ್ತು ಮುಂದಿನ ಪೀಳಿಗೆಯವರಿಗೆ ಸರಿಯಾದ ದಿಕ್ಕಿನಲ್ಲಿ ಮುನ್ನಡೆಯಲು ಟೆಕ್ನಿಶಿಯನ್ ಗಳ ಸಂಘಟನೆ ಅಗತ್ಯ. ಎಲ್ಲಾ ಟೆಕ್ನಿಶಿಯನ್ ಗಳಿಗೆ ಸಂಘದ ವತಿಯಿಂದ ಸನ್ಮಾನ ನಡೆಸಿದ ಸಂಘಟಕರು ಅಭಿನಂದನಾರ್ಹರು ಎಂದು ಸಂಘದ ಅಧ್ಯಕ್ಷ ರಮೇಶ್ ಸಾಲ್ಯಾನ್ ಹೇಳಿದರು. ಬಿ.ಸಿ.ರೋಡಿನ ಪೂಜಾರಿ ಕುಲಾಲ ಸಭಾಭವನದಲ್ಲಿ ನಡೆದ ಬಂಟ್ವಾಳ ತಾಲೂಕು ಕುಲಾಲ ಸುಧಾರಕ ಸಂಘದ ಆಶ್ರಯದಲ್ಲಿ ಬಂಟ್ವಾಳ ಕುಲಾಲ ಸೇವಾದಳದ ವತಿಯಿಂದ ನಡೆದ 'ಕೃಷ್ಣ ಕೃಷ್ಣ ಶ್ರೀ ಕೃಷ್ಣ'– ಸೀಸನ್ 3' ರ ಸನ್ಮಾನ ಕಾರ್ಯಕ್ರಮದಲ್ಲಿ ಅವರು ಮಾತನಾಡಿದರು. ಬಂಟ್ವಾಳ ಕುಲಾಲ ಸೇವಾದಳದ ಅಧ್ಯಕ್ಷ ಮಹೇಶ್ ಮೂಲ್ಯ, ಜಿಲ್ಲಾ ಸಂಘದ ಅಧ್ಯಕ್ಷ ಪ್ರವೀಣ್ ಕುಮಾರ್, ಗೌರವ ಸಲಹೆಗಾರ ಪಿ.ಕೆ. ಗಣೇಶ್ ಉಪಸ್ಥಿತರಿದ್ದರು. ಕೆ.ಪದ್ಮನಾಭ ಸಾಲ್ಯಾನ್ ಸ್ವಾಗತಿಸಿದರು. ಗಣೇಶ್ ಮಾಣಿ ವಂದಿಸಿದರು. [302,987,693,1114]
story-body-ganesha: ಕುಂದಾಪುರ: ಹಟ್ಟಿಯಂಗಡಿಯ ಶ್ರೀ ಸಿದ್ದಿವಿನಾಯಕ ದೇವಸ್ಥಾನದಲ್ಲಿ ಗಣೇಶ ಚತುರ್ಥಿ ಹಬ್ಬ ವಿಜೃಂಭಣೆಯಿಂದ ನಡೆಯಿತು. ಈ ಸಂದರ್ಭ ಸಂಸ್ಕೃತ ಶಿಕ್ಷಣ ಸಂಸ್ಥೆಯ ವಿದ್ಯಾರ್ಥಿಗಳು ಸಾಂಸ್ಕೃತಿಕ ಕಾರ್ಯಕ್ರಮ ನಡೆಸಿಕೊಟ್ಟರು. ಭಕ್ತರು ಹೆಚ್ಚಿನ ಸಂಖ್ಯೆಯಲ್ಲಿ ಭಾಗವಹಿಸಿದರು. [20,2200,280,2262]
story-karate [1100,1479,1534,1889]
news-photo [302,828,693,979]
story-title-ganesha: ಗಣೇಶ ಚತುರ್ಥಿ ಹಬ್ಬ [20,2168,280,2194]
bullet-icon [20,1724,32,1736]
news-photo [302,1418,693,1615]
